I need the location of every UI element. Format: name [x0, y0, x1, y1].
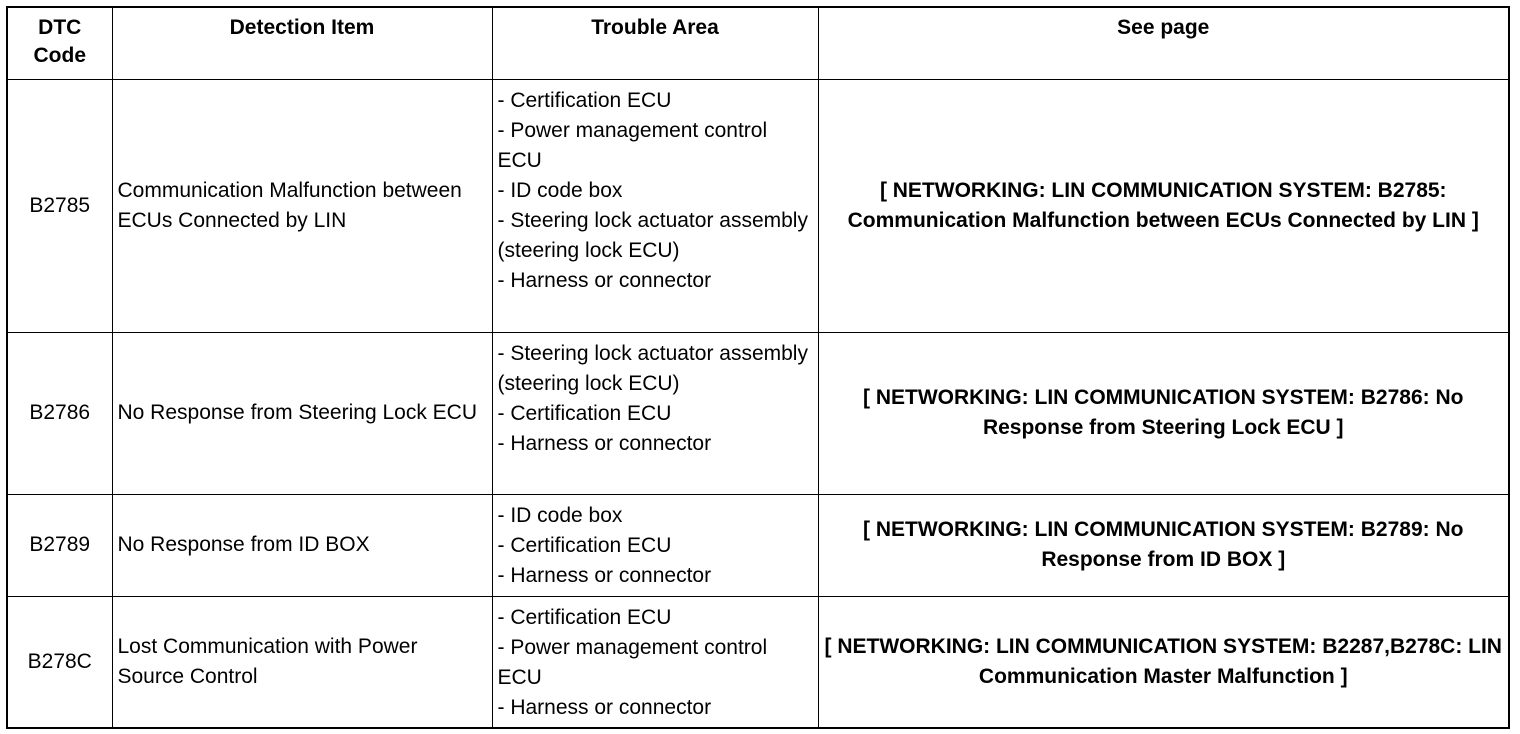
dtc-table-container	[6, 6, 1510, 729]
dtc-code-cell: B2789	[7, 494, 112, 596]
trouble-area-line: - Harness or connector	[497, 563, 712, 587]
header-dtc-code-line2: Code	[33, 44, 86, 67]
trouble-area-line: - Power management control ECU	[497, 118, 768, 172]
dtc-code-cell: B278C	[7, 596, 112, 728]
trouble-area-line: - Certification ECU	[497, 401, 672, 425]
trouble-area-line: - ID code box	[497, 503, 623, 527]
table-row	[7, 332, 1509, 494]
see-page-link[interactable]: [ NETWORKING: LIN COMMUNICATION SYSTEM: B2785: Communication Malfunction between ECUs Connected by LIN ]	[818, 79, 1509, 332]
detection-item-cell: Communication Malfunction between ECUs Connected by LIN	[112, 79, 492, 332]
trouble-area-line: - Power management control ECU	[497, 635, 768, 689]
trouble-area-line: - Harness or connector	[497, 268, 712, 292]
trouble-area-line: - Steering lock actuator assembly (steering lock ECU)	[497, 341, 808, 395]
table-row	[7, 494, 1509, 596]
header-trouble-area: Trouble Area	[492, 7, 818, 79]
trouble-area-cell	[492, 79, 818, 332]
header-detection-item: Detection Item	[112, 7, 492, 79]
dtc-code-cell: B2786	[7, 332, 112, 494]
dtc-code-cell: B2785	[7, 79, 112, 332]
header-dtc-code	[7, 7, 112, 79]
dtc-table	[6, 6, 1510, 729]
trouble-area-line: - Steering lock actuator assembly (steering lock ECU)	[497, 208, 808, 262]
trouble-area-line: - ID code box	[497, 178, 623, 202]
trouble-area-line: - Harness or connector	[497, 695, 712, 719]
trouble-area-line: - Certification ECU	[497, 605, 672, 629]
see-page-link[interactable]: [ NETWORKING: LIN COMMUNICATION SYSTEM: B2287,B278C: LIN Communication Master Malfunction ]	[818, 596, 1509, 728]
table-header-row	[7, 7, 1509, 79]
header-see-page: See page	[818, 7, 1509, 79]
see-page-link[interactable]: [ NETWORKING: LIN COMMUNICATION SYSTEM: B2789: No Response from ID BOX ]	[818, 494, 1509, 596]
detection-item-cell: Lost Communication with Power Source Control	[112, 596, 492, 728]
detection-item-cell: No Response from Steering Lock ECU	[112, 332, 492, 494]
header-dtc-code-line1: DTC	[38, 16, 82, 39]
trouble-area-cell	[492, 596, 818, 728]
trouble-area-line: - Certification ECU	[497, 533, 672, 557]
trouble-area-cell	[492, 332, 818, 494]
table-row	[7, 596, 1509, 728]
table-row	[7, 79, 1509, 332]
trouble-area-line: - Certification ECU	[497, 88, 672, 112]
see-page-link[interactable]: [ NETWORKING: LIN COMMUNICATION SYSTEM: B2786: No Response from Steering Lock ECU ]	[818, 332, 1509, 494]
trouble-area-cell	[492, 494, 818, 596]
trouble-area-line: - Harness or connector	[497, 431, 712, 455]
detection-item-cell: No Response from ID BOX	[112, 494, 492, 596]
